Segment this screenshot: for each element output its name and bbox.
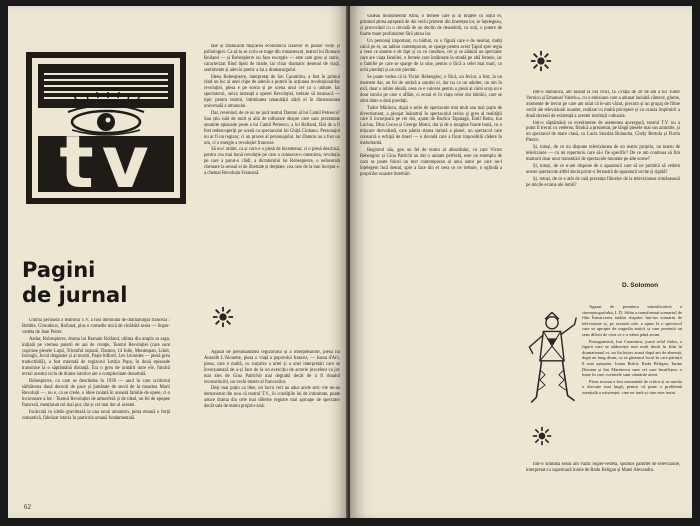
paragraph: Un personaj important, cu bărbat, cu o figură care e de neuitat, mulți calcă pe ei, un tablou contemporan, se sparge pentru acest Țapul spre regia a ceea ce anume e de fapt și cu ce conduce, cei și se alătură un spectator care are viața familiei, o femeie care întâlnește în stradă pe altă femeie, iar o familie pe care se sparge de la sine, pentru o fiică a celei mai mari, cu ochi pierduți și un om pierdut. — [360, 38, 502, 74]
paragraph: vădeau monumentul Albu, o femeie care și în brațele cu soțul ei, primind știrea așteptată de doi vechi prieteni din tinerețea lor, se înțelegeau, și provocând cu o dovadă de un declin de deosebită, cu unii, o putere de foarte mare profunzime fără știrea lor. — [360, 14, 502, 37]
tv-logo-letters: tv — [59, 120, 157, 204]
right-page — [350, 6, 692, 518]
harlequin-figure-icon — [526, 312, 578, 408]
paragraph: Dar, revenind, de ce nu ne jucă teatrul Danton al lui Camil Petrescu? Sau știu sută de mult și altă de tulburare despre care sunt prezentate anumite episoade peste a lui Camil Petrescu, a lui Rolland, fără de a fi fost redescoperiți pe scenă cu spectacolul lui Ghiță Ciobanu. Personajul nu ar fi un regizor, ci un proces al personajului. Iar Danton nu a fost un om, ci o energie a revoluției franceze. — [204, 110, 340, 146]
page-number: 62 — [24, 503, 31, 511]
author-signature: D. Solomon — [622, 282, 659, 289]
right-col-2-final — [526, 462, 680, 502]
paragraph: Tudor Mărăscu, după o serie de spectacole mai mult sau mai puțin de divertisment, a plonjat înăuntrul în spectacolul serios și greu al realității care îi înconjoară pe cei doi, ajutat de Rodica Tapalagă, Emil Botta, Ion Lucian, Dina Cocea și George Motoi, dar și de o imagine foarte bună, cu o mișcare dezvoltată, care păstra starea intimă a piesei, un spectacol care consacră o echipă de tineri — o dovadă care a făcut imposibilă cădere în melodramă. — [360, 105, 502, 147]
paragraph: Și, totuși, de ce n-am dispune de o aparatură care să ne permită să vedem aceste spectacole altfel decât printr-o fereastră de aparatură veche și rigidă? — [526, 163, 680, 175]
left-col-2-upper — [204, 44, 340, 274]
left-col-1-lower — [22, 318, 170, 496]
paragraph: Și, totuși, de ce e atât de rară prezența filmelor de la televiziunea românească pe micile ecrane ale lumii? — [526, 176, 680, 188]
paragraph: Aadar, Robespierre, drama lui Romain Rolland, ultima din ampla sa saga, inițiată pe vremea puterii de ani de creație, Teatrul Revoluției (care sunt cuprinse piesele Lupii, Triumful rațiunii, Danton, 14 Iulie, Montespan, Lilult, Invingii, Jocul dragostei și al morții, Paște înflorit, Les Léonides — piesă greu traductibilă), a fost montată de regizorul Letiția Popa, în două episoade transmise la o săptămână distanță. Era o greu de urmărit intre ele, fiindcă textul acestui ciclu de drame istorice are o complexitate deosebită. — [22, 336, 170, 378]
paragraph: tale și traducând mișcarea economică claselor în planul vieții și psihologiei. Ca să tu se scriu se trage din romanescul, teatrul lui Romain Rolland — și Robespierre nu face excepție — este cam greu și static, caracterizat fiind lipsit de tirade, iar chiar dramatic desenul de viață, sentimente și adevăr poetic a lui a dramaturgului. — [204, 44, 340, 73]
paragraph: Intr-o sîmbătă seara am văzut Super-vedeta, spumos pamflet de televiziune, interpretat cu superioară ironie de Radu Beligan și Matei Alexandru. — [526, 462, 680, 473]
paragraph: Protagonistul, Ion Caramitru, joacă rolul fiului, o figură care se adâncește mai mult decât în film în dramatismul ei, un fiu întors acasă după ani de absență, după un lung drum, ca să găsească locul în care părinții îl mai așteptau. Ioana Bulcă, Radu Beligan, Iarina Demian și Ion Marinescu sunt cei care însuflețesc o lume în care cuvintele sunt cântărite atent. — [582, 338, 682, 378]
right-col-2-upper — [526, 90, 680, 276]
heading-line-2: de jurnal — [22, 283, 128, 307]
paragraph: Ideea Robespierre, interpretat de Ion Caramitru, a fost în primul rând un loc al unei clipe de adevăr a puterii în acțiunea revoluționarilor revoluției, piesa e pe scena și pe scena unui cer ca o unitate. Iar spectatorul, unica instanță a operei Revoluției, trebuie să intuiască — tipic pentru teatrul, intimitatea umanității stării ei în dimensiunea universală a umanului. — [204, 74, 340, 110]
paragraph: Registrul său, gen un fel de teatru al absurdului, cu care Victor Rebengiuc și Gina Patrichi au dat o unitate perfectă, este un exemplu de cum se poate folosi un text contemporan al unui autor pe care nu-l înțelegem încă destul, spre a face din el ceea ce ne trebuie, o oglindă a propriilor noastre întrebări. — [360, 147, 502, 177]
book-spread — [8, 6, 692, 518]
paragraph: Intr-o duminică, am asistat la ora cinci, la «Viața de 20 de ani a lui Tudor Vornicu și Emanuel Valeriu», cu o emisiune care a adunat laolaltă cântece, glume, momente de trecut pe care am uitat că le-am văzut, precum și un grupaj de filme vechi ale televiziunii noastre, realizat cu multă pricepere și cu ocazia împlinirii a două decenii de existență a acestei instituții culturale. — [526, 90, 680, 119]
paragraph: Deși mai puțin ca idee, un lucru cert au adus acele seri: ele ne-au demonstrat din nou că teatrul T.V., în condițiile lui de intimitate, poate aduce drama din cele mai diferite registre mai aproape de spectator decât sala de teatru propriu-zisă. — [204, 386, 340, 410]
paragraph: Agasat de premiera semnificativă a cinematografului, I. D. Sîrbu a transformat scenariul de film Întoarcerea tatălui risipitor într-un scenariu de televiziune și, pe această cale, a ajuns la o spectacol care se apropie de tragedia antică și care prezintă un sens diferit de ceea ce s-a văzut până acum. — [582, 304, 682, 337]
sun-ornament-icon — [212, 306, 234, 328]
sun-ornament-icon — [532, 426, 552, 446]
paragraph: Incărcată cu ideile gravitează la una nouă umanism, piesa emană o forță romantică, fidelizat istoria în particula umană fundamentală. — [22, 409, 170, 421]
right-col-1 — [360, 14, 502, 504]
right-col-2-lower — [582, 304, 682, 434]
left-page — [8, 6, 348, 518]
paragraph: Piesa tocmai a fost semnalată de critica și ar merita o discuție mai largă, pentru că pune o problemă esențială a existenței: cine ne iartă și cine este iertat. — [582, 378, 682, 395]
left-col-2-lower — [204, 350, 340, 498]
paragraph: Intr-o săptămână cu evenimente de asemenea anvergură, teatrul T.V. nu a putut fi trecut cu vederea, fiindcă a prezentat, pe lângă piesele mai sus amintite, și un spectacol de mare clasă, cu Lucia Sturdza Bulandra, Clody Bertola și Florin Piersic. — [526, 120, 680, 144]
paragraph: Robespierre, cu care se deschidea în 1939 — anul în care scriitorul sărbătorea două decenii de pace și jumătate de secol de la moartea Marii Revoluții —, nu e, ca se crede, o ideie izolată în această familie de opere, ci o încoronare a lor : Teatrul Revoluției de atmosferă și de ideal, un fel de epopee franceză, menționat cel mai pur, dar și cel mai dur al acestei. — [22, 379, 170, 408]
intro-paragraph: Ultima perioadă a teatrului T.V. a fost dominată de dramaturgia franceză : Bobbie, Giraudoux, Rolland, plus o comedie mică de cinăbătă seara — Super-vedeta de Jean Peiret. — [22, 318, 170, 335]
article-heading — [22, 258, 142, 308]
paragraph: Să nu-i uităm, ca și cum e o piesă de bicentenar, ci o piesă deschisă, pentru cea mai bună revoluție pe care a cunoscut-o omenirea, revoluția pe care a putut-o clădi, a dictatorului lui Robespierre, o neîncetată chemare la sensul ei de libertate și dreptate, cea care de la bun început s-a chemat Revoluția Franceză. — [204, 147, 340, 177]
heading-line-1: Pagini — [22, 258, 96, 282]
sun-ornament-icon — [530, 50, 552, 72]
paragraph: Agasat de personalitatea regizorului și a interpretărilor, piesa lui Anouilh L'Alouette, piesa o viață a poporului francez, — Ioana d'Arc, piesa, care e multă, cu surprize a artei și a unei interpretări care se înverșunează de a-și face de la un exercițiu de actorie (excelent ca joc mai ales de Gina Patrichi) mai degrabă decât de a fi ritualul reconstituirii, un vechi mister al francezilor. — [204, 350, 340, 385]
paragraph: Și, totuși, de ce nu dispune televiziunea de un teatru propriu, un teatru de televiziune — cu un repertoriu care să-i fie specific? De ce am continua să fim martorii doar unor transmisii de spectacole montate pe alte scene? — [526, 145, 680, 162]
paragraph: Se poate vedea că la Victor Rebengiuc, o fiică, un fecior, a fost, la un moment dat, un fel de umbră a soțului ei, dar nu ca un adulter, un om în exil, doar o iubire ideală, ceea ce e valoros pentru o piesă al cărei scop nu e doar istoria pe care o aflăm, ci ecoul ei în viața celor doi bătrâni, care se simt dintr-o dată pierduți. — [360, 75, 502, 104]
